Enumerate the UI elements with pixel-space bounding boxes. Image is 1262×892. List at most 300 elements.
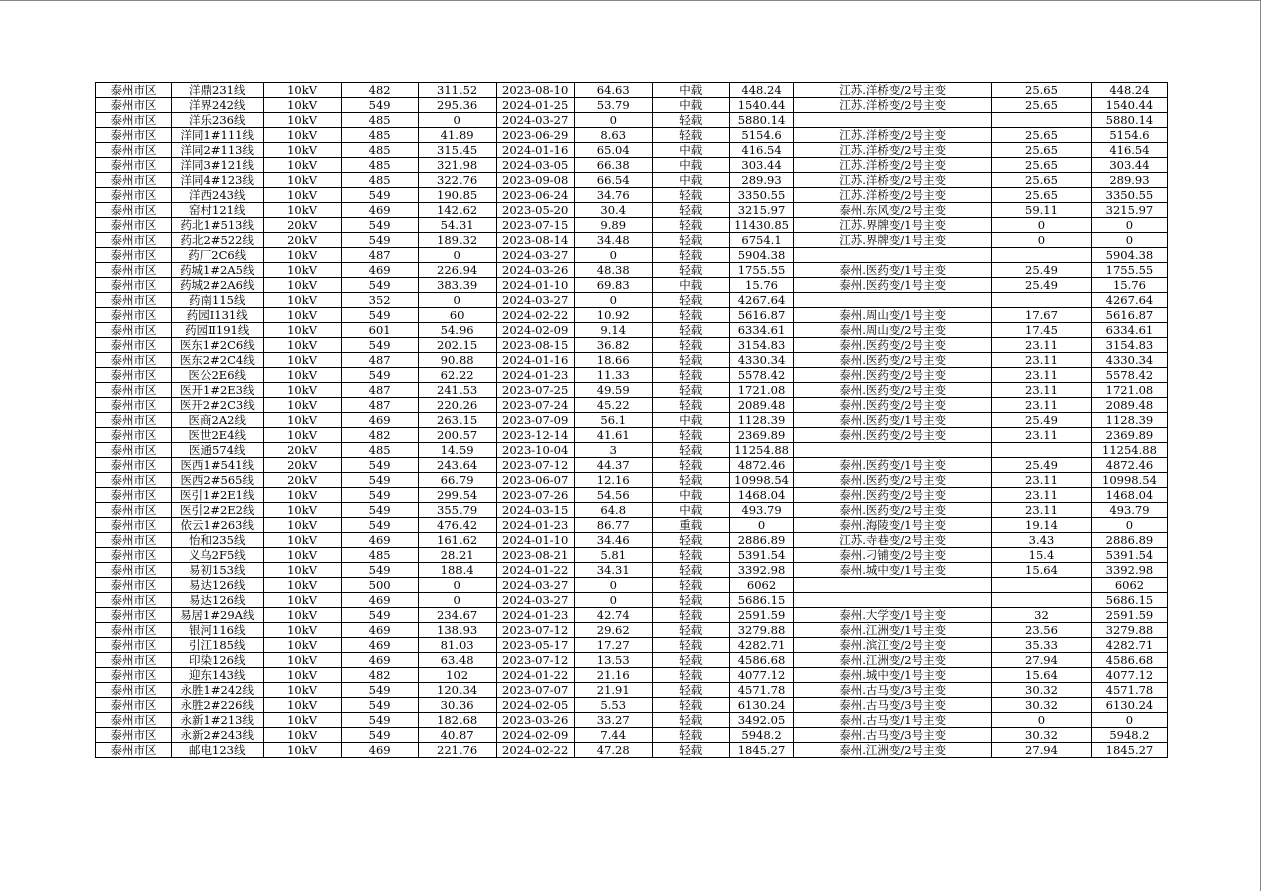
table-row	[96, 428, 1168, 443]
cell-available-capacity: 4077.12	[729, 668, 794, 683]
cell-transferable-capacity: 0	[1091, 218, 1167, 233]
cell-line-name: 医开1#2E3线	[171, 383, 263, 398]
cell-voltage: 10kV	[263, 728, 341, 743]
cell-line-name: 迎东143线	[171, 668, 263, 683]
cell-region: 泰州市区	[96, 578, 172, 593]
cell-region: 泰州市区	[96, 113, 172, 128]
cell-transferable-capacity: 4571.78	[1091, 683, 1167, 698]
cell-rated-current: 601	[341, 323, 418, 338]
cell-load-status: 轻载	[652, 443, 729, 458]
cell-rated-current: 487	[341, 353, 418, 368]
cell-available-capacity: 3154.83	[729, 338, 794, 353]
cell-load-rate: 29.62	[574, 623, 652, 638]
cell-available-capacity: 4330.34	[729, 353, 794, 368]
cell-max-current: 322.76	[418, 173, 496, 188]
cell-available-capacity: 1845.27	[729, 743, 794, 758]
cell-region: 泰州市区	[96, 503, 172, 518]
cell-peak-date: 2024-02-22	[496, 743, 574, 758]
cell-transformer-load-rate: 23.11	[992, 473, 1092, 488]
cell-line-name: 医公2E6线	[171, 368, 263, 383]
table-row	[96, 668, 1168, 683]
cell-max-current: 120.34	[418, 683, 496, 698]
cell-available-capacity: 1128.39	[729, 413, 794, 428]
cell-line-name: 药北1#513线	[171, 218, 263, 233]
cell-transformer-load-rate	[992, 578, 1092, 593]
cell-transferable-capacity: 1721.08	[1091, 383, 1167, 398]
cell-max-current: 234.67	[418, 608, 496, 623]
cell-load-status: 重载	[652, 518, 729, 533]
cell-line-name: 窑村121线	[171, 203, 263, 218]
cell-peak-date: 2023-06-29	[496, 128, 574, 143]
cell-main-transformer	[794, 443, 992, 458]
cell-load-status: 中载	[652, 143, 729, 158]
cell-transferable-capacity: 6130.24	[1091, 698, 1167, 713]
cell-region: 泰州市区	[96, 548, 172, 563]
cell-available-capacity: 1468.04	[729, 488, 794, 503]
cell-transferable-capacity: 416.54	[1091, 143, 1167, 158]
cell-load-rate: 41.61	[574, 428, 652, 443]
cell-main-transformer: 泰州.江洲变/2号主变	[794, 743, 992, 758]
table-row	[96, 443, 1168, 458]
cell-transferable-capacity: 289.93	[1091, 173, 1167, 188]
cell-main-transformer: 泰州.医药变/2号主变	[794, 353, 992, 368]
cell-transferable-capacity: 2089.48	[1091, 398, 1167, 413]
cell-transformer-load-rate	[992, 443, 1092, 458]
cell-transferable-capacity: 4077.12	[1091, 668, 1167, 683]
table-row	[96, 98, 1168, 113]
cell-line-name: 医商2A2线	[171, 413, 263, 428]
cell-max-current: 0	[418, 113, 496, 128]
cell-peak-date: 2023-08-21	[496, 548, 574, 563]
cell-load-rate: 54.56	[574, 488, 652, 503]
cell-voltage: 10kV	[263, 488, 341, 503]
cell-peak-date: 2023-07-12	[496, 653, 574, 668]
cell-transferable-capacity: 5616.87	[1091, 308, 1167, 323]
cell-available-capacity: 15.76	[729, 278, 794, 293]
cell-available-capacity: 4872.46	[729, 458, 794, 473]
cell-load-status: 轻载	[652, 728, 729, 743]
cell-transferable-capacity: 5578.42	[1091, 368, 1167, 383]
cell-rated-current: 469	[341, 413, 418, 428]
cell-load-rate: 17.27	[574, 638, 652, 653]
table-row	[96, 368, 1168, 383]
cell-transferable-capacity: 5880.14	[1091, 113, 1167, 128]
cell-region: 泰州市区	[96, 293, 172, 308]
cell-available-capacity: 6754.1	[729, 233, 794, 248]
cell-main-transformer: 江苏.洋桥变/2号主变	[794, 158, 992, 173]
cell-line-name: 洋西243线	[171, 188, 263, 203]
cell-load-status: 中载	[652, 98, 729, 113]
cell-voltage: 10kV	[263, 608, 341, 623]
cell-rated-current: 485	[341, 548, 418, 563]
cell-load-rate: 7.44	[574, 728, 652, 743]
cell-transformer-load-rate: 25.65	[992, 143, 1092, 158]
cell-main-transformer: 江苏.洋桥变/2号主变	[794, 83, 992, 98]
cell-load-status: 轻载	[652, 713, 729, 728]
cell-voltage: 10kV	[263, 263, 341, 278]
cell-max-current: 190.85	[418, 188, 496, 203]
cell-transformer-load-rate: 23.11	[992, 428, 1092, 443]
cell-region: 泰州市区	[96, 173, 172, 188]
cell-line-name: 永胜2#226线	[171, 698, 263, 713]
cell-region: 泰州市区	[96, 143, 172, 158]
cell-line-name: 洋同2#113线	[171, 143, 263, 158]
cell-available-capacity: 303.44	[729, 158, 794, 173]
cell-rated-current: 469	[341, 263, 418, 278]
cell-rated-current: 549	[341, 218, 418, 233]
cell-transformer-load-rate: 23.11	[992, 383, 1092, 398]
cell-load-status: 中载	[652, 83, 729, 98]
cell-max-current: 476.42	[418, 518, 496, 533]
cell-peak-date: 2024-02-22	[496, 308, 574, 323]
cell-peak-date: 2024-01-23	[496, 518, 574, 533]
cell-load-rate: 18.66	[574, 353, 652, 368]
cell-load-status: 轻载	[652, 203, 729, 218]
cell-rated-current: 500	[341, 578, 418, 593]
cell-main-transformer: 泰州.医药变/1号主变	[794, 413, 992, 428]
cell-transferable-capacity: 1845.27	[1091, 743, 1167, 758]
cell-line-name: 易达126线	[171, 593, 263, 608]
cell-transferable-capacity: 0	[1091, 518, 1167, 533]
cell-main-transformer	[794, 578, 992, 593]
cell-main-transformer: 泰州.医药变/1号主变	[794, 278, 992, 293]
cell-load-rate: 69.83	[574, 278, 652, 293]
cell-voltage: 10kV	[263, 743, 341, 758]
table-row	[96, 83, 1168, 98]
cell-region: 泰州市区	[96, 428, 172, 443]
cell-load-status: 轻载	[652, 698, 729, 713]
cell-available-capacity: 2369.89	[729, 428, 794, 443]
cell-transformer-load-rate: 25.65	[992, 83, 1092, 98]
cell-voltage: 10kV	[263, 518, 341, 533]
cell-transferable-capacity: 0	[1091, 233, 1167, 248]
cell-region: 泰州市区	[96, 653, 172, 668]
cell-max-current: 81.03	[418, 638, 496, 653]
cell-max-current: 142.62	[418, 203, 496, 218]
cell-peak-date: 2023-07-07	[496, 683, 574, 698]
table-row	[96, 278, 1168, 293]
cell-peak-date: 2024-03-27	[496, 593, 574, 608]
cell-max-current: 200.57	[418, 428, 496, 443]
cell-peak-date: 2023-06-07	[496, 473, 574, 488]
cell-region: 泰州市区	[96, 458, 172, 473]
cell-voltage: 10kV	[263, 338, 341, 353]
cell-transferable-capacity: 4330.34	[1091, 353, 1167, 368]
cell-main-transformer: 泰州.城中变/1号主变	[794, 668, 992, 683]
cell-main-transformer: 江苏.界牌变/1号主变	[794, 233, 992, 248]
table-row	[96, 383, 1168, 398]
cell-main-transformer: 江苏.寺巷变/2号主变	[794, 533, 992, 548]
cell-rated-current: 549	[341, 698, 418, 713]
cell-line-name: 洋同1#111线	[171, 128, 263, 143]
cell-transformer-load-rate: 25.49	[992, 263, 1092, 278]
cell-max-current: 188.4	[418, 563, 496, 578]
cell-region: 泰州市区	[96, 728, 172, 743]
table-row	[96, 263, 1168, 278]
table-row	[96, 473, 1168, 488]
cell-voltage: 10kV	[263, 353, 341, 368]
cell-rated-current: 549	[341, 728, 418, 743]
cell-line-name: 银河116线	[171, 623, 263, 638]
cell-region: 泰州市区	[96, 443, 172, 458]
cell-rated-current: 549	[341, 713, 418, 728]
cell-max-current: 221.76	[418, 743, 496, 758]
cell-load-status: 轻载	[652, 293, 729, 308]
cell-peak-date: 2023-08-14	[496, 233, 574, 248]
cell-transformer-load-rate: 30.32	[992, 728, 1092, 743]
cell-transformer-load-rate: 23.11	[992, 353, 1092, 368]
cell-max-current: 90.88	[418, 353, 496, 368]
cell-load-status: 轻载	[652, 308, 729, 323]
cell-rated-current: 487	[341, 248, 418, 263]
cell-region: 泰州市区	[96, 323, 172, 338]
cell-main-transformer: 泰州.大学变/1号主变	[794, 608, 992, 623]
cell-voltage: 10kV	[263, 383, 341, 398]
cell-transferable-capacity: 6062	[1091, 578, 1167, 593]
cell-voltage: 10kV	[263, 593, 341, 608]
cell-transformer-load-rate	[992, 113, 1092, 128]
cell-main-transformer: 泰州.海陵变/1号主变	[794, 518, 992, 533]
cell-region: 泰州市区	[96, 683, 172, 698]
cell-rated-current: 352	[341, 293, 418, 308]
cell-line-name: 洋界242线	[171, 98, 263, 113]
cell-transferable-capacity: 10998.54	[1091, 473, 1167, 488]
cell-peak-date: 2023-05-20	[496, 203, 574, 218]
cell-load-status: 轻载	[652, 428, 729, 443]
cell-rated-current: 485	[341, 443, 418, 458]
cell-peak-date: 2024-03-26	[496, 263, 574, 278]
cell-voltage: 10kV	[263, 293, 341, 308]
cell-load-status: 轻载	[652, 353, 729, 368]
cell-transferable-capacity: 4586.68	[1091, 653, 1167, 668]
cell-max-current: 54.31	[418, 218, 496, 233]
table-row	[96, 173, 1168, 188]
cell-line-name: 永胜1#242线	[171, 683, 263, 698]
cell-max-current: 63.48	[418, 653, 496, 668]
cell-load-status: 中载	[652, 488, 729, 503]
cell-region: 泰州市区	[96, 158, 172, 173]
cell-load-status: 轻载	[652, 113, 729, 128]
cell-load-rate: 0	[574, 578, 652, 593]
cell-peak-date: 2024-03-05	[496, 158, 574, 173]
cell-available-capacity: 2886.89	[729, 533, 794, 548]
cell-available-capacity: 4282.71	[729, 638, 794, 653]
cell-rated-current: 485	[341, 128, 418, 143]
cell-region: 泰州市区	[96, 668, 172, 683]
cell-load-status: 轻载	[652, 398, 729, 413]
cell-available-capacity: 11254.88	[729, 443, 794, 458]
cell-load-rate: 47.28	[574, 743, 652, 758]
cell-region: 泰州市区	[96, 413, 172, 428]
cell-transformer-load-rate: 25.65	[992, 98, 1092, 113]
cell-max-current: 161.62	[418, 533, 496, 548]
cell-line-name: 印染126线	[171, 653, 263, 668]
cell-peak-date: 2024-01-25	[496, 98, 574, 113]
cell-max-current: 41.89	[418, 128, 496, 143]
cell-available-capacity: 3215.97	[729, 203, 794, 218]
cell-main-transformer: 泰州.江洲变/1号主变	[794, 623, 992, 638]
cell-transferable-capacity: 448.24	[1091, 83, 1167, 98]
table-row	[96, 308, 1168, 323]
cell-line-name: 药城1#2A5线	[171, 263, 263, 278]
cell-transformer-load-rate: 23.11	[992, 338, 1092, 353]
cell-load-status: 轻载	[652, 368, 729, 383]
cell-line-name: 易居1#29A线	[171, 608, 263, 623]
cell-region: 泰州市区	[96, 233, 172, 248]
cell-load-status: 轻载	[652, 548, 729, 563]
cell-peak-date: 2024-01-22	[496, 563, 574, 578]
cell-line-name: 洋鼎231线	[171, 83, 263, 98]
cell-line-name: 永新2#243线	[171, 728, 263, 743]
cell-main-transformer: 江苏.洋桥变/2号主变	[794, 143, 992, 158]
cell-main-transformer: 泰州.刁铺变/2号主变	[794, 548, 992, 563]
cell-max-current: 138.93	[418, 623, 496, 638]
cell-load-rate: 9.14	[574, 323, 652, 338]
cell-region: 泰州市区	[96, 698, 172, 713]
cell-available-capacity: 11430.85	[729, 218, 794, 233]
cell-voltage: 20kV	[263, 473, 341, 488]
cell-line-name: 药城2#2A6线	[171, 278, 263, 293]
cell-line-name: 药南115线	[171, 293, 263, 308]
cell-transformer-load-rate: 25.65	[992, 128, 1092, 143]
cell-load-status: 轻载	[652, 338, 729, 353]
cell-load-status: 中载	[652, 158, 729, 173]
cell-main-transformer: 泰州.医药变/2号主变	[794, 368, 992, 383]
cell-transformer-load-rate: 25.49	[992, 278, 1092, 293]
cell-voltage: 10kV	[263, 83, 341, 98]
cell-line-name: 医东1#2C6线	[171, 338, 263, 353]
cell-voltage: 10kV	[263, 683, 341, 698]
cell-main-transformer: 江苏.洋桥变/2号主变	[794, 128, 992, 143]
cell-voltage: 10kV	[263, 203, 341, 218]
cell-rated-current: 549	[341, 608, 418, 623]
cell-voltage: 10kV	[263, 278, 341, 293]
cell-peak-date: 2023-07-26	[496, 488, 574, 503]
cell-region: 泰州市区	[96, 263, 172, 278]
cell-transformer-load-rate	[992, 248, 1092, 263]
cell-transformer-load-rate: 25.65	[992, 173, 1092, 188]
cell-load-rate: 86.77	[574, 518, 652, 533]
cell-load-rate: 21.16	[574, 668, 652, 683]
cell-max-current: 243.64	[418, 458, 496, 473]
cell-line-name: 医西2#565线	[171, 473, 263, 488]
cell-peak-date: 2023-07-25	[496, 383, 574, 398]
cell-transferable-capacity: 5154.6	[1091, 128, 1167, 143]
cell-transformer-load-rate: 3.43	[992, 533, 1092, 548]
cell-rated-current: 469	[341, 743, 418, 758]
cell-main-transformer	[794, 593, 992, 608]
cell-rated-current: 549	[341, 98, 418, 113]
cell-rated-current: 549	[341, 458, 418, 473]
cell-available-capacity: 6130.24	[729, 698, 794, 713]
cell-transferable-capacity: 6334.61	[1091, 323, 1167, 338]
cell-transformer-load-rate: 32	[992, 608, 1092, 623]
cell-transferable-capacity: 303.44	[1091, 158, 1167, 173]
cell-main-transformer: 泰州.医药变/2号主变	[794, 398, 992, 413]
cell-transformer-load-rate: 25.49	[992, 458, 1092, 473]
cell-transferable-capacity: 493.79	[1091, 503, 1167, 518]
cell-voltage: 10kV	[263, 323, 341, 338]
table-row	[96, 338, 1168, 353]
cell-available-capacity: 6062	[729, 578, 794, 593]
cell-peak-date: 2023-08-10	[496, 83, 574, 98]
cell-rated-current: 485	[341, 143, 418, 158]
cell-line-name: 邮电123线	[171, 743, 263, 758]
cell-load-status: 轻载	[652, 533, 729, 548]
cell-main-transformer: 泰州.古马变/3号主变	[794, 683, 992, 698]
cell-line-name: 医引2#2E2线	[171, 503, 263, 518]
cell-voltage: 10kV	[263, 548, 341, 563]
cell-load-status: 轻载	[652, 458, 729, 473]
table-row	[96, 683, 1168, 698]
cell-voltage: 20kV	[263, 233, 341, 248]
cell-load-status: 轻载	[652, 683, 729, 698]
cell-load-status: 轻载	[652, 638, 729, 653]
cell-region: 泰州市区	[96, 638, 172, 653]
cell-available-capacity: 5616.87	[729, 308, 794, 323]
cell-load-rate: 0	[574, 293, 652, 308]
cell-transferable-capacity: 3392.98	[1091, 563, 1167, 578]
cell-max-current: 40.87	[418, 728, 496, 743]
cell-max-current: 0	[418, 293, 496, 308]
cell-transformer-load-rate: 59.11	[992, 203, 1092, 218]
cell-peak-date: 2023-03-26	[496, 713, 574, 728]
cell-transformer-load-rate: 23.11	[992, 398, 1092, 413]
cell-max-current: 0	[418, 248, 496, 263]
cell-available-capacity: 5154.6	[729, 128, 794, 143]
cell-transformer-load-rate: 25.65	[992, 158, 1092, 173]
cell-main-transformer: 泰州.医药变/2号主变	[794, 503, 992, 518]
table-row	[96, 548, 1168, 563]
cell-load-rate: 33.27	[574, 713, 652, 728]
cell-line-name: 医开2#2C3线	[171, 398, 263, 413]
table-row	[96, 158, 1168, 173]
cell-line-name: 药园I131线	[171, 308, 263, 323]
cell-max-current: 60	[418, 308, 496, 323]
cell-voltage: 10kV	[263, 368, 341, 383]
cell-max-current: 241.53	[418, 383, 496, 398]
cell-line-name: 引江185线	[171, 638, 263, 653]
cell-rated-current: 549	[341, 503, 418, 518]
cell-main-transformer: 江苏.洋桥变/2号主变	[794, 188, 992, 203]
cell-peak-date: 2023-07-12	[496, 458, 574, 473]
cell-transformer-load-rate: 25.49	[992, 413, 1092, 428]
cell-rated-current: 485	[341, 158, 418, 173]
cell-load-rate: 5.81	[574, 548, 652, 563]
cell-region: 泰州市区	[96, 473, 172, 488]
cell-load-rate: 64.8	[574, 503, 652, 518]
cell-region: 泰州市区	[96, 743, 172, 758]
cell-transferable-capacity: 3215.97	[1091, 203, 1167, 218]
cell-transformer-load-rate: 35.33	[992, 638, 1092, 653]
cell-transferable-capacity: 3350.55	[1091, 188, 1167, 203]
cell-line-name: 药北2#522线	[171, 233, 263, 248]
cell-max-current: 383.39	[418, 278, 496, 293]
cell-rated-current: 549	[341, 518, 418, 533]
cell-voltage: 10kV	[263, 113, 341, 128]
cell-voltage: 10kV	[263, 98, 341, 113]
cell-max-current: 30.36	[418, 698, 496, 713]
table-row	[96, 518, 1168, 533]
cell-transformer-load-rate: 15.64	[992, 668, 1092, 683]
cell-main-transformer: 泰州.周山变/1号主变	[794, 308, 992, 323]
table-row	[96, 188, 1168, 203]
cell-max-current: 321.98	[418, 158, 496, 173]
cell-transformer-load-rate: 0	[992, 713, 1092, 728]
cell-rated-current: 549	[341, 188, 418, 203]
cell-line-name: 医东2#2C4线	[171, 353, 263, 368]
table-row	[96, 578, 1168, 593]
